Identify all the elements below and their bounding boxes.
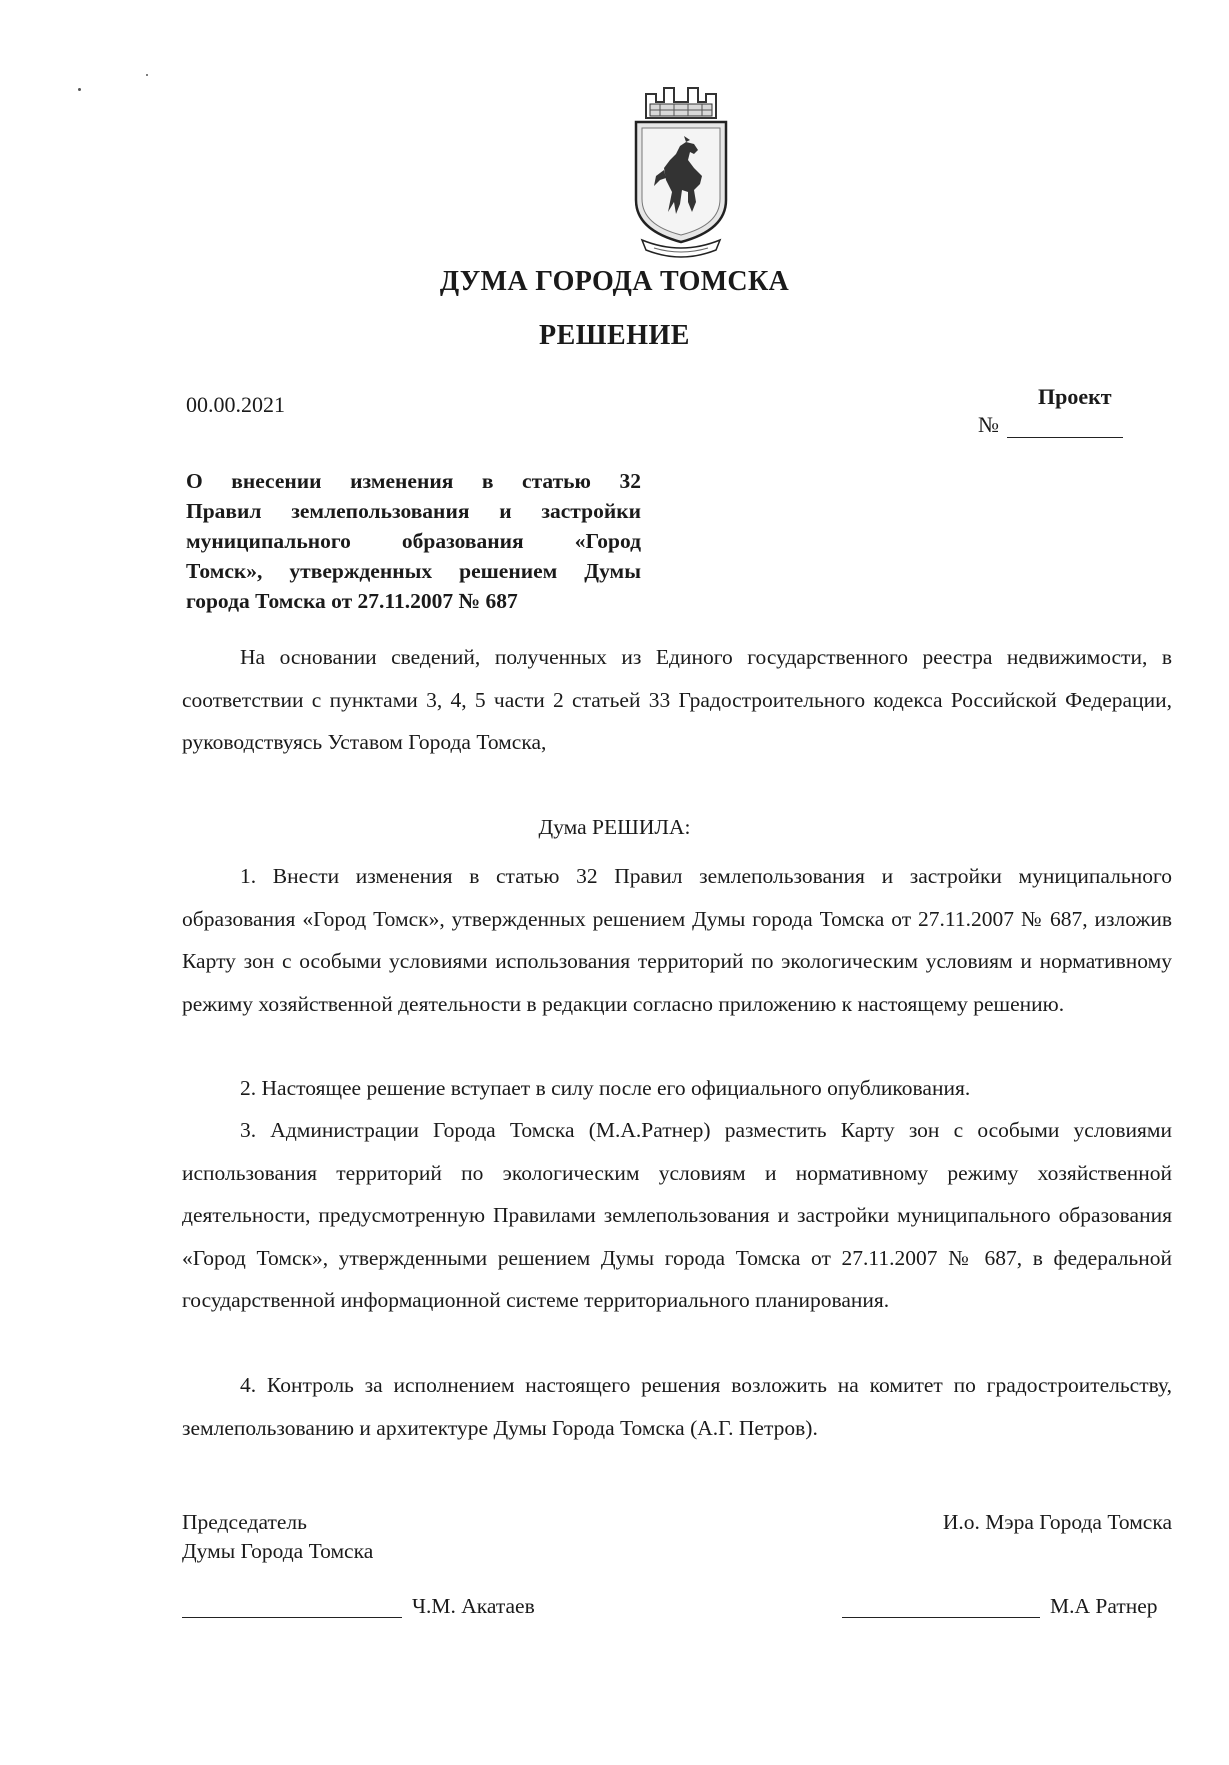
basis-paragraph: На основании сведений, полученных из Единого государственного реестра недвижимости, в соответствии с пунктами 3, 4, 5 части 2 статьей 33 Градостроительного кодекса Российской Федерации, руководствуясь Уставом Города Томска, (182, 645, 1172, 754)
document-number (978, 412, 1123, 438)
subject-line: города Томска от 27.11.2007 № 687 (186, 589, 518, 613)
subject-line: О внесении изменения в статью 32 (186, 469, 641, 493)
left-title-line-1: Председатель (182, 1510, 307, 1534)
number-sign: № (978, 412, 999, 437)
left-signatory-title (182, 1508, 373, 1566)
right-signatory-name: М.А Ратнер (1050, 1594, 1158, 1618)
coat-of-arms-emblem (624, 80, 738, 264)
clause-2: 2. Настоящее решение вступает в силу после его официального опубликования. (240, 1076, 971, 1100)
clause-4: 4. Контроль за исполнением настоящего решения возложить на комитет по градостроительству, землепользованию и архитектуре Думы Города Томска (А.Г. Петров). (182, 1373, 1172, 1440)
project-label: Проект (1038, 384, 1112, 409)
organization-title: ДУМА ГОРОДА ТОМСКА (439, 266, 790, 297)
left-signature-line (182, 1616, 402, 1618)
subject-line: Правил землепользования и застройки (186, 499, 641, 523)
clause-1: 1. Внести изменения в статью 32 Правил землепользования и застройки муниципального образования «Город Томск», утвержденных решением Думы города Томска от 27.11.2007 № 687, изложив Карту зон с особыми условиями использования территорий по экологическим условиям и нормативному режиму хозяйственной деятельности в редакции согласно приложению к настоящему решению. (182, 864, 1172, 1016)
scan-speck (78, 88, 81, 91)
document-subject (186, 466, 641, 616)
clause-3: 3. Администрации Города Томска (М.А.Ратнер) разместить Карту зон с особыми условиями использования территорий по экологическим условиям и нормативному режиму хозяйственной деятельности, предусмотренную Правилами землепользования и застройки муниципального образования «Город Томск», утвержденными решением Думы города Томска от 27.11.2007 № 687, в федеральной государственной информационной системе территориального планирования. (182, 1118, 1172, 1312)
right-signatory-title: И.о. Мэра Города Томска (942, 1510, 1172, 1534)
left-signatory-name: Ч.М. Акатаев (412, 1594, 535, 1618)
number-blank-line (1007, 417, 1123, 438)
resolved-heading: Дума РЕШИЛА: (538, 815, 691, 839)
left-title-line-2: Думы Города Томска (182, 1539, 374, 1563)
document-type-heading: РЕШЕНИЕ (539, 320, 690, 351)
subject-line: муниципального образования «Город (186, 529, 641, 553)
scan-speck (146, 74, 148, 76)
right-signature-line (842, 1616, 1040, 1618)
document-date: 00.00.2021 (186, 392, 285, 417)
subject-line: Томск», утвержденных решением Думы (186, 559, 641, 583)
